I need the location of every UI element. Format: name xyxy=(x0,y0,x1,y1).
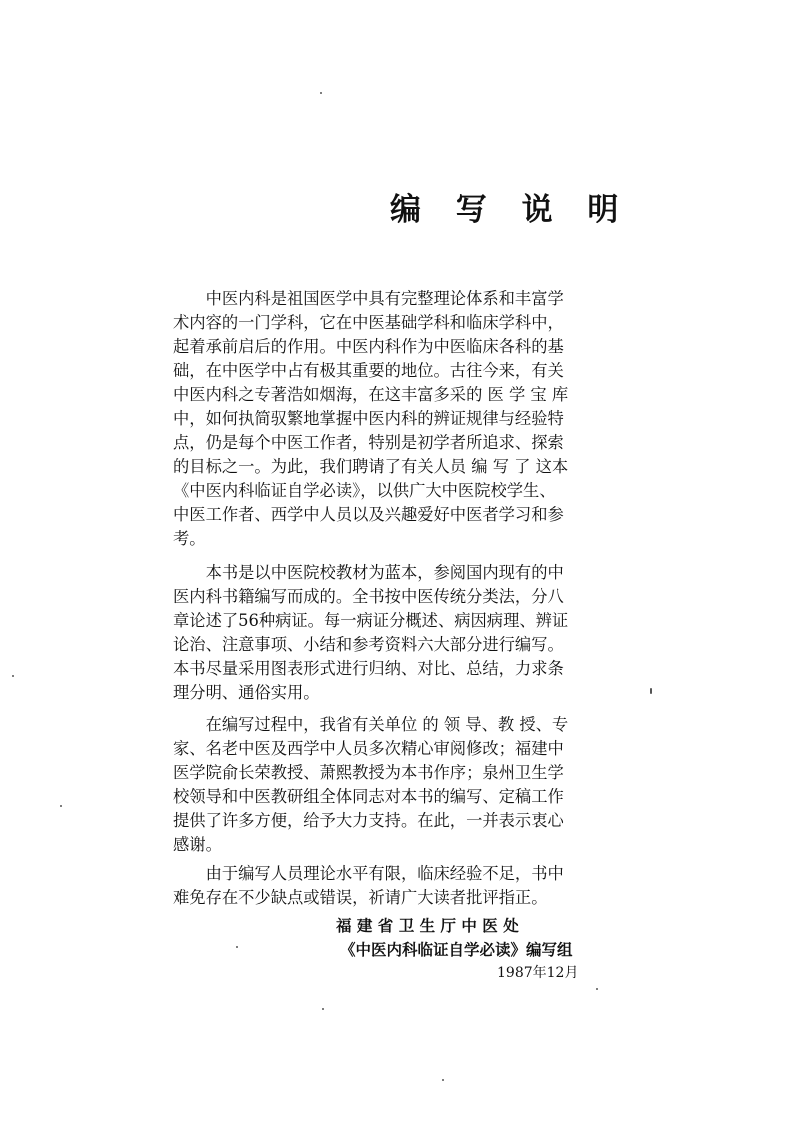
text-line: 医内科书籍编写而成的。全书按中医传统分类法，分八 xyxy=(173,587,564,606)
text-line: 医学院俞长荣教授、萧熙教授为本书作序；泉州卫生学 xyxy=(173,763,564,782)
page-title: 编 写 说 明 xyxy=(390,192,631,228)
text-line: 中，如何执简驭繁地掌握中医内科的辨证规律与经验特 xyxy=(173,409,564,428)
text-line: 章论述了56种病证。每一病证分概述、病因病理、辨证 xyxy=(173,611,569,630)
text-line: 在编写过程中，我省有关单位 的 领 导、教 授、专 xyxy=(173,715,569,734)
text-line: 本书尽量采用图表形式进行归纳、对比、总结，力求条 xyxy=(173,659,564,678)
text-line: 理分明、通俗实用。 xyxy=(173,683,320,702)
text-line: 家、名老中医及西学中人员多次精心审阅修改；福建中 xyxy=(173,739,564,758)
scan-speck xyxy=(442,1079,444,1081)
text-line: 《中医内科临证自学必读》，以供广大中医院校学生、 xyxy=(173,481,556,500)
text-line: 校领导和中医教研组全体同志对本书的编写、定稿工作 xyxy=(173,787,564,806)
scan-speck xyxy=(322,1008,324,1010)
text-line: 中医内科之专著浩如烟海，在这丰富多采的 医 学 宝 库 xyxy=(173,385,569,404)
signature-date: 1987年12月 xyxy=(497,965,579,981)
text-line: 起着承前启后的作用。中医内科作为中医临床各科的基 xyxy=(173,337,564,356)
scan-speck xyxy=(596,988,598,990)
text-line: 论治、注意事项、小结和参考资料六大部分进行编写。 xyxy=(173,635,564,654)
text-line: 感谢。 xyxy=(173,835,222,854)
text-line: 提供了许多方便，给予大力支持。在此，一并表示衷心 xyxy=(173,811,564,830)
signature-org: 福建省卫生厅中医处 xyxy=(336,916,525,935)
scan-speck xyxy=(236,946,238,948)
scan-speck xyxy=(60,805,62,807)
text-line: 考。 xyxy=(173,529,206,548)
text-line: 的目标之一。为此，我们聘请了有关人员 编 写 了 这本 xyxy=(173,457,569,476)
text-line: 点，仍是每个中医工作者，特别是初学者所追求、探索 xyxy=(173,433,564,452)
text-line: 本书是以中医院校教材为蓝本，参阅国内现有的中 xyxy=(173,563,564,582)
text-line: 中医工作者、西学中人员以及兴趣爱好中医者学习和参 xyxy=(173,505,564,524)
scan-speck xyxy=(12,675,14,677)
text-line: 术内容的一门学科，它在中医基础学科和临床学科中， xyxy=(173,313,564,332)
text-line: 中医内科是祖国医学中具有完整理论体系和丰富学 xyxy=(173,289,564,308)
scan-speck xyxy=(650,688,652,694)
scan-speck xyxy=(320,92,322,94)
signature-group: 《中医内科临证自学必读》编写组 xyxy=(340,940,573,959)
text-line: 础，在中医学中占有极其重要的地位。古往今来，有关 xyxy=(173,361,564,380)
text-line: 由于编写人员理论水平有限，临床经验不足，书中 xyxy=(173,864,564,883)
text-line: 难免存在不少缺点或错误，祈请广大读者批评指正。 xyxy=(173,888,548,907)
